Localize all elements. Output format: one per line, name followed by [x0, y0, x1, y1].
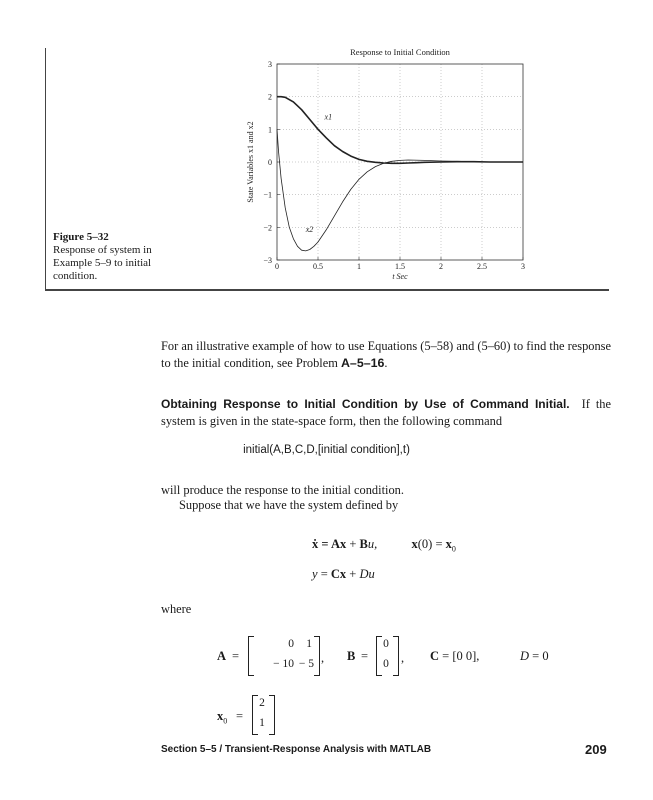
matrix-a-cell: 0 — [288, 638, 294, 650]
matrix-c — [430, 649, 479, 664]
y-tick-label: 0 — [268, 158, 272, 167]
response-chart — [236, 44, 536, 289]
matrix-b-label: B — [347, 649, 356, 663]
x-tick-label: 3 — [521, 262, 525, 271]
matrix-b-cell: 0 — [383, 658, 389, 670]
paragraph-intro-text: For an illustrative example of how to use Equations (5–58) and (5–60) to find the response to the initial condition, see Problem — [161, 339, 611, 370]
x-axis-label: t Sec — [392, 272, 408, 281]
paragraph-suppose: Suppose that we have the system defined by — [179, 498, 399, 512]
eq1-lhs: ẋ = — [312, 537, 331, 551]
matrix-a-right-bracket — [314, 636, 320, 676]
eq1-plus: + — [346, 537, 360, 551]
figure-label: Figure 5–32 — [53, 231, 109, 243]
matrix-c-label: C — [430, 649, 440, 663]
y-tick-label: −1 — [263, 190, 272, 200]
eq2-plus: + — [346, 567, 360, 581]
matrix-a-equals: = — [232, 649, 240, 663]
chart-title: Response to Initial Condition — [350, 47, 450, 57]
matrix-c-value: = [0 0], — [439, 649, 480, 663]
figure-caption — [53, 231, 163, 283]
figure-caption-text: Response of system in Example 5–9 to initial condition. — [53, 244, 152, 282]
x0-right-bracket — [269, 695, 275, 735]
x0-equals: = — [236, 709, 244, 723]
eq1-x0-lhs: x — [411, 537, 418, 551]
x0-letter: x — [217, 709, 224, 723]
x-tick-label: 2 — [439, 262, 443, 271]
state-equation — [312, 537, 456, 554]
x-tick-label: 0.5 — [313, 262, 323, 271]
output-equation — [312, 567, 375, 582]
matrix-b-equals: = — [361, 649, 369, 663]
eq1-x0-sub: 0 — [451, 544, 456, 554]
y-tick-label: 2 — [268, 92, 272, 102]
y-tick-label: 1 — [268, 125, 272, 135]
x-tick-label: 1 — [357, 262, 361, 271]
paragraph-produce: will produce the response to the initial condition. — [161, 483, 404, 497]
eq1-x0-mid: (0) = — [417, 537, 446, 551]
annotation-x1: x1 — [324, 112, 333, 122]
eq1-ax: Ax — [330, 537, 347, 551]
matrix-a-label: A — [217, 649, 227, 663]
y-tick-label: −2 — [263, 223, 272, 233]
eq1-x0-rhs: x — [445, 537, 452, 551]
where-text: where — [161, 602, 192, 616]
figure-frame-bottom-rule — [45, 289, 609, 291]
eq2-cx: Cx — [330, 567, 347, 581]
y-tick-label: 3 — [268, 60, 272, 69]
scalar-d — [520, 649, 549, 664]
matrix-b-comma: , — [401, 651, 405, 665]
eq2-du: Du — [359, 567, 375, 581]
y-axis-label: State Variables x1 and x2 — [246, 121, 255, 203]
eq1-u: u, — [367, 537, 378, 551]
x-tick-label: 0 — [275, 262, 279, 271]
paragraph-intro-end: . — [384, 355, 388, 370]
matrix-a-comma: , — [321, 651, 325, 665]
matrix-a-cell: 1 — [306, 638, 312, 650]
x0-sub: 0 — [223, 716, 228, 726]
annotation-x2: x2 — [305, 225, 314, 235]
scalar-d-value: = 0 — [529, 649, 549, 663]
x-tick-label: 2.5 — [477, 262, 487, 271]
section-heading: Obtaining Response to Initial Condition by Use of Command Initial. — [161, 397, 570, 411]
figure-frame-left-rule — [45, 48, 46, 290]
matrix-a-left-bracket — [248, 636, 254, 676]
scalar-d-label: D — [520, 649, 530, 663]
x0-cell: 2 — [259, 697, 265, 709]
command-line: initial(A,B,C,D,[initial condition],t) — [243, 444, 410, 456]
eq2-y: y — [312, 567, 318, 581]
x-tick-label: 1.5 — [395, 262, 405, 271]
matrix-b-right-bracket — [393, 636, 399, 676]
paragraph-intro — [161, 338, 611, 371]
x0-cell: 1 — [259, 717, 265, 729]
paragraph-initial-command — [161, 396, 611, 429]
eq1-b: B — [359, 537, 368, 551]
matrix-b-cell: 0 — [383, 638, 389, 650]
problem-ref: A–5–16 — [340, 355, 385, 370]
matrix-a-cell: − 10 — [273, 658, 294, 670]
heading-tail-text: If the system is given in the state-space form, then the following command — [161, 397, 611, 428]
footer-section: Section 5–5 / Transient-Response Analysis with MATLAB — [161, 744, 432, 755]
y-tick-label: −3 — [263, 256, 272, 265]
eq2-eq: = — [317, 567, 331, 581]
matrix-a-cell: − 5 — [298, 658, 314, 670]
x0-label — [217, 709, 227, 726]
page-number: 209 — [585, 742, 607, 757]
